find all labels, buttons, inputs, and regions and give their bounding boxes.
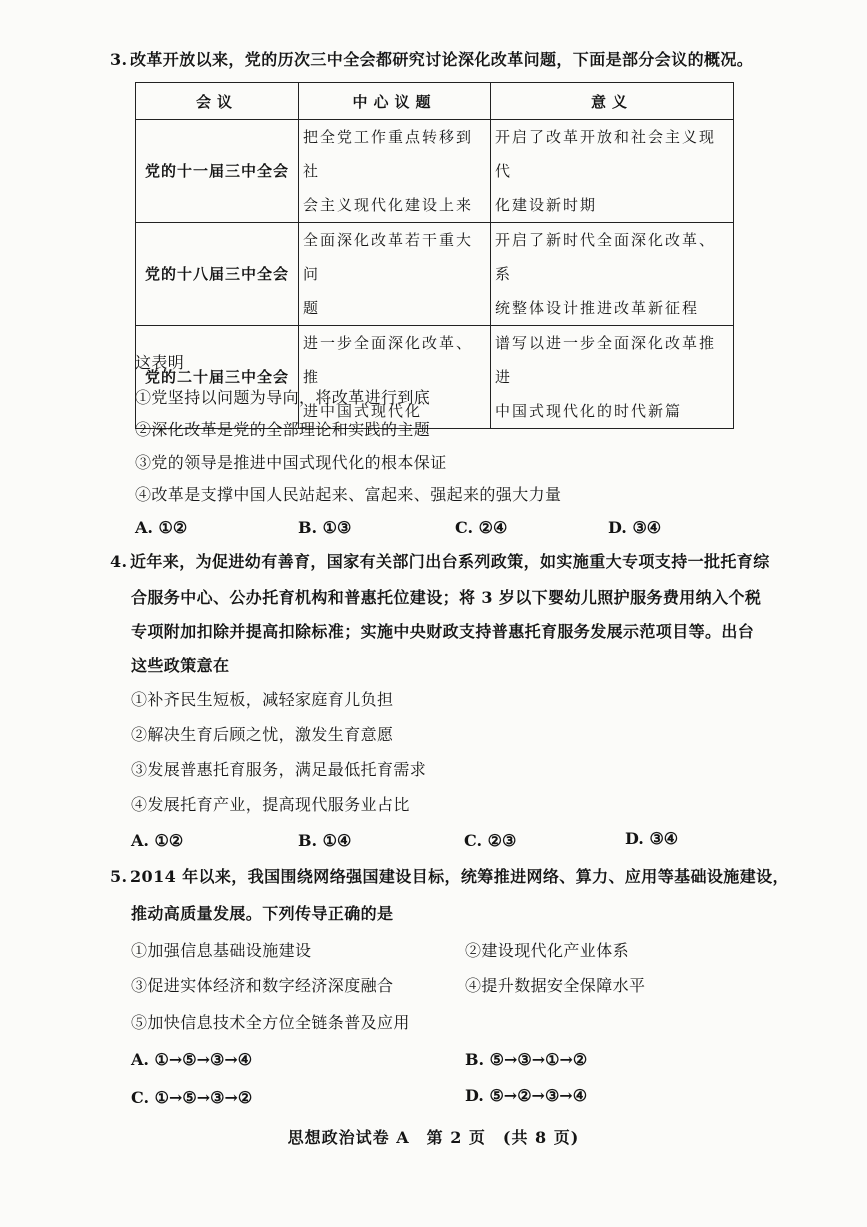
table-row bbox=[136, 120, 734, 223]
q5-item-1: ①加强信息基础设施建设 bbox=[131, 941, 312, 960]
q3-option-b[interactable]: B. ①③ bbox=[298, 518, 352, 537]
significance-line: 化建设新时期 bbox=[495, 196, 598, 214]
table-row bbox=[136, 223, 734, 326]
q4-option-b[interactable]: B. ①④ bbox=[298, 831, 352, 850]
page-footer: 思想政治试卷 A 第 2 页 (共 8 页) bbox=[287, 1128, 580, 1147]
q5-option-a[interactable]: A. ①→⑤→③→④ bbox=[131, 1050, 253, 1069]
significance-line: 开启了新时代全面深化改革、系 bbox=[495, 231, 717, 283]
header-significance: 意义 bbox=[491, 83, 734, 120]
q4-stem-line-1 bbox=[110, 552, 770, 572]
topic-line: 全面深化改革若干重大问 bbox=[303, 231, 474, 283]
meeting-topic bbox=[299, 120, 491, 223]
q3-item-4: ④改革是支撑中国人民站起来、富起来、强起来的强大力量 bbox=[135, 485, 562, 504]
q4-item-3: ③发展普惠托育服务，满足最低托育需求 bbox=[131, 760, 427, 779]
q4-item-4: ④发展托育产业，提高现代服务业占比 bbox=[131, 795, 410, 814]
meeting-topic bbox=[299, 326, 491, 429]
q3-number: 3. bbox=[110, 50, 128, 69]
meeting-name: 党的十一届三中全会 bbox=[136, 120, 299, 223]
q5-option-c[interactable]: C. ①→⑤→③→② bbox=[131, 1088, 253, 1107]
topic-line: 会主义现代化建设上来 bbox=[303, 196, 474, 214]
q3-option-d[interactable]: D. ③④ bbox=[608, 518, 662, 537]
q5-number: 5. bbox=[110, 867, 128, 886]
q3-item-2: ②深化改革是党的全部理论和实践的主题 bbox=[135, 420, 431, 439]
table-row bbox=[136, 326, 734, 429]
q5-stem-line-2: 推动高质量发展。下列传导正确的是 bbox=[131, 904, 394, 923]
header-topic: 中心议题 bbox=[299, 83, 491, 120]
q4-option-d[interactable]: D. ③④ bbox=[625, 829, 679, 848]
meeting-significance bbox=[491, 223, 734, 326]
significance-line: 谱写以进一步全面深化改革推进 bbox=[495, 334, 717, 386]
q3-stem-text: 改革开放以来，党的历次三中全会都研究讨论深化改革问题，下面是部分会议的概况。 bbox=[130, 50, 754, 69]
q4-item-2: ②解决生育后顾之忧，激发生育意愿 bbox=[131, 725, 394, 744]
meeting-name: 党的十八届三中全会 bbox=[136, 223, 299, 326]
meeting-significance bbox=[491, 326, 734, 429]
q5-option-d[interactable]: D. ⑤→②→③→④ bbox=[465, 1086, 588, 1105]
q5-stem-text: 2014 年以来，我国围绕网络强国建设目标，统筹推进网络、算力、应用等基础设施建设， bbox=[130, 867, 789, 886]
q5-item-4: ④提升数据安全保障水平 bbox=[465, 976, 646, 995]
q3-item-1: ①党坚持以问题为导向，将改革进行到底 bbox=[135, 388, 431, 407]
q4-number: 4. bbox=[110, 552, 128, 571]
significance-line: 中国式现代化的时代新篇 bbox=[495, 402, 683, 420]
q5-item-2: ②建设现代化产业体系 bbox=[465, 941, 630, 960]
q4-item-1: ①补齐民生短板，减轻家庭育儿负担 bbox=[131, 690, 394, 709]
q3-option-c[interactable]: C. ②④ bbox=[455, 518, 508, 537]
topic-line: 题 bbox=[303, 299, 321, 317]
q4-stem-text: 近年来，为促进幼有善育，国家有关部门出台系列政策，如实施重大专项支持一批托育综 bbox=[130, 552, 770, 571]
topic-line: 把全党工作重点转移到社 bbox=[303, 128, 474, 180]
q4-stem-line-3: 专项附加扣除并提高扣除标准；实施中央财政支持普惠托育服务发展示范项目等。出台 bbox=[131, 622, 755, 641]
q3-meetings-table bbox=[135, 82, 734, 429]
q5-item-3: ③促进实体经济和数字经济深度融合 bbox=[131, 976, 394, 995]
q4-stem-line-2: 合服务中心、公办托育机构和普惠托位建设；将 3 岁以下婴幼儿照护服务费用纳入个税 bbox=[131, 588, 762, 607]
q4-option-c[interactable]: C. ②③ bbox=[464, 831, 517, 850]
significance-line: 开启了改革开放和社会主义现代 bbox=[495, 128, 717, 180]
meeting-topic bbox=[299, 223, 491, 326]
q5-stem-line-1 bbox=[110, 867, 789, 887]
q4-stem-line-4: 这些政策意在 bbox=[131, 656, 230, 675]
meeting-significance bbox=[491, 120, 734, 223]
q3-item-3: ③党的领导是推进中国式现代化的根本保证 bbox=[135, 453, 447, 472]
q3-stem bbox=[110, 50, 753, 70]
q4-option-a[interactable]: A. ①② bbox=[131, 831, 184, 850]
table-header-row bbox=[136, 83, 734, 120]
header-meeting: 会议 bbox=[136, 83, 299, 120]
significance-line: 统整体设计推进改革新征程 bbox=[495, 299, 700, 317]
q3-option-a[interactable]: A. ①② bbox=[135, 518, 188, 537]
topic-line: 进一步全面深化改革、推 bbox=[303, 334, 474, 386]
q3-lead: 这表明 bbox=[135, 353, 185, 372]
q5-option-b[interactable]: B. ⑤→③→①→② bbox=[465, 1050, 588, 1069]
q5-item-5: ⑤加快信息技术全方位全链条普及应用 bbox=[131, 1013, 410, 1032]
topic-line: 进中国式现代化 bbox=[303, 402, 423, 420]
meeting-name: 党的二十届三中全会 bbox=[136, 326, 299, 429]
